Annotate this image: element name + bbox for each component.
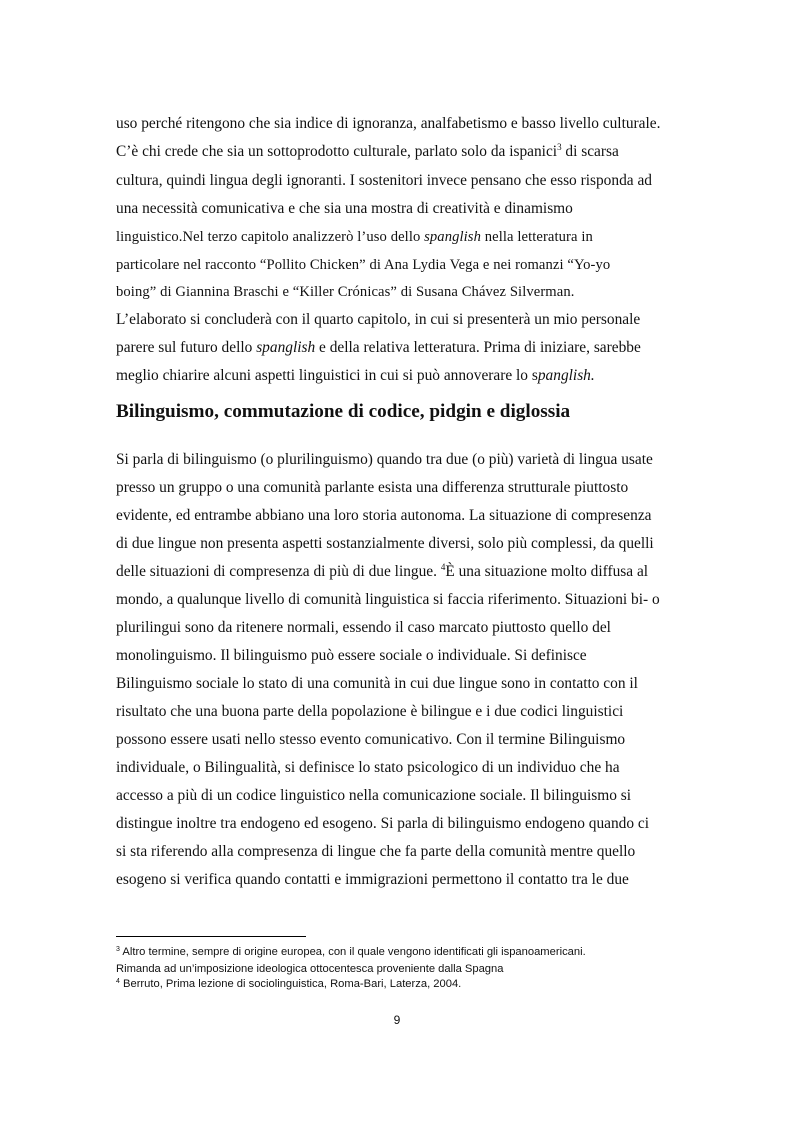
text-line: monolinguismo. Il bilinguismo può essere sociale o individuale. Si definisce: [116, 647, 587, 664]
text-line: uso perché ritengono che sia indice di ignoranza, analfabetismo e basso livello culturale.: [116, 115, 661, 132]
footnote-4: $^4$ Berruto, Prima lezione di sociolinguistica, Roma-Bari, Laterza, 2004.: [116, 978, 462, 990]
text-line: boing” di Giannina Braschi e “Killer Crónicas” di Susana Chávez Silverman.: [116, 284, 575, 300]
text-line: si sta riferendo alla compresenza di lingue che fa parte della comunità mentre quello: [116, 843, 636, 860]
text-line: parere sul futuro dello spanglish e della relativa letteratura. Prima di iniziare, sarebbe: [116, 339, 641, 356]
text-line: linguistico.Nel terzo capitolo analizzerò l’uso dello spanglish nella letteratura in: [116, 229, 593, 245]
text-line: cultura, quindi lingua degli ignoranti. I sostenitori invece pensano che esso risponda ad: [116, 172, 652, 189]
text-line: risultato che una buona parte della popolazione è bilingue e i due codici linguistici: [116, 703, 624, 720]
text-line: evidente, ed entrambe abbiano una loro storia autonoma. La situazione di compresenza: [116, 507, 652, 524]
section-heading: Bilinguismo, commutazione di codice, pidgin e diglossia: [116, 401, 571, 422]
text-line: particolare nel racconto “Pollito Chicken” di Ana Lydia Vega e nei romanzi “Yo-yo: [116, 257, 611, 273]
text-line: C’è chi crede che sia un sottoprodotto culturale, parlato solo da ispanici$^3$ di scarsa: [116, 142, 619, 160]
text-line: mondo, a qualunque livello di comunità linguistica si faccia riferimento. Situazioni bi- o: [116, 591, 660, 608]
text-line: Bilinguismo sociale lo stato di una comunità in cui due lingue sono in contatto con il: [116, 675, 638, 692]
text-line: Si parla di bilinguismo (o plurilinguismo) quando tra due (o più) varietà di lingua usate: [116, 451, 653, 468]
footnote-3: $^3$ Altro termine, sempre di origine europea, con il quale vengono identificati gli ispanoamericani.: [116, 946, 586, 958]
text-line: L’elaborato si concluderà con il quarto capitolo, in cui si presenterà un mio personale: [116, 311, 641, 328]
text-line: plurilingui sono da ritenere normali, essendo il caso marcato piuttosto quello del: [116, 619, 611, 636]
footnote-ref-3[interactable]: 3: [557, 142, 562, 152]
text-line: presso un gruppo o una comunità parlante esista una differenza strutturale piuttosto: [116, 479, 629, 496]
footnote-3-continued: Rimanda ad un’imposizione ideologica ottocentesca proveniente dalla Spagna: [116, 963, 504, 975]
text-line: di due lingue non presenta aspetti sostanzialmente diversi, solo più complessi, da quelli: [116, 535, 654, 552]
text-line: una necessità comunicativa e che sia una mostra di creatività e dinamismo: [116, 200, 573, 217]
footnote-ref-4[interactable]: 4: [440, 562, 446, 572]
page-number: 9: [393, 1013, 401, 1027]
text-line: possono essere usati nello stesso evento comunicativo. Con il termine Bilinguismo: [116, 731, 626, 748]
footnote-divider: [116, 936, 306, 937]
text-line: individuale, o Bilingualità, si definisce lo stato psicologico di un individuo che ha: [116, 759, 620, 776]
text-line: accesso a più di un codice linguistico nella comunicazione sociale. Il bilinguismo si: [116, 787, 632, 804]
text-line: distingue inoltre tra endogeno ed esogeno. Si parla di bilinguismo endogeno quando ci: [116, 815, 650, 832]
text-line: delle situazioni di compresenza di più di due lingue. $^4$È una situazione molto diffusa al: [116, 562, 649, 580]
text-line: meglio chiarire alcuni aspetti linguistici in cui si può annoverare lo spanglish.: [116, 367, 595, 384]
text-line: esogeno si verifica quando contatti e immigrazioni permettono il contatto tra le due: [116, 871, 629, 888]
